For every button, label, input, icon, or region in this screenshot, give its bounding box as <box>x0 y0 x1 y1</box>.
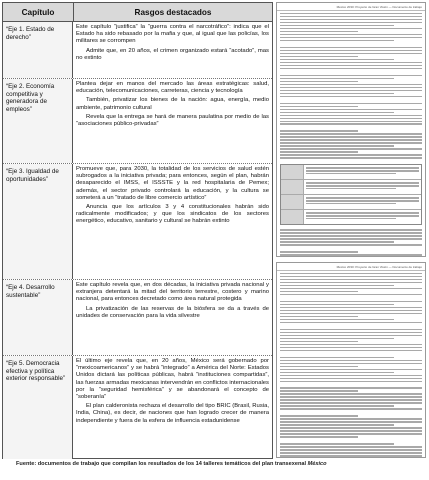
text-line <box>280 154 422 155</box>
text-line <box>280 148 422 149</box>
header-chapter: Capítulo <box>3 3 74 21</box>
text-line <box>280 347 422 348</box>
thumbnail-text-lines <box>277 271 425 458</box>
text-line <box>280 424 394 425</box>
text-line <box>280 387 422 388</box>
text-line <box>280 229 422 230</box>
text-line <box>280 81 358 82</box>
text-line <box>280 34 422 35</box>
feature-paragraph: Anuncia que los artículos 3 y 4 constitucionales habrán sido radicalmente modificados; y que los sindicatos de los sectores energético, educativo, sanitario y cultural se habrán extinto <box>76 204 269 225</box>
text-line <box>280 301 422 302</box>
text-line <box>280 65 422 66</box>
text-line <box>280 443 394 444</box>
text-line <box>280 16 422 17</box>
text-line <box>280 375 422 376</box>
document-thumbnail-bottom <box>276 262 426 458</box>
text-line <box>280 282 422 283</box>
features-cell <box>73 356 272 459</box>
text-line <box>280 338 394 339</box>
feature-paragraph: La privatización de las reservas de la biósfera se da a través de unidades de conservación para la vida silvestre <box>76 305 269 319</box>
text-line <box>280 402 422 403</box>
text-line <box>280 68 422 69</box>
text-line <box>280 291 358 292</box>
text-line <box>280 288 422 289</box>
text-line <box>280 294 422 295</box>
text-line <box>280 307 422 308</box>
text-line <box>280 279 422 280</box>
text-line <box>280 427 422 428</box>
chapter-cell: “Eje 5. Democracia efectiva y política exterior responsable” <box>3 356 73 459</box>
text-line <box>280 316 358 317</box>
text-line <box>280 37 422 38</box>
header-features: Rasgos destacados <box>134 7 212 17</box>
text-line <box>280 133 422 134</box>
text-line <box>280 84 422 85</box>
text-line <box>280 151 358 152</box>
thumbnail-table-row <box>281 165 421 180</box>
table-row <box>3 280 272 356</box>
feature-paragraph: Promueve que, para 2030, la totalidad de los servicios de salud estén subrogados a la iniciativa privada; para entonces, según el plan, habrán desaparecido el IMSS, el ISSSTE y la red hospitalaria de Pemex; además, el sector privado controlará la educación, y la cultura se someterá a un “tratado de libre comercio artístico” <box>76 166 269 201</box>
feature-paragraph: El último eje revela que, en 20 años, México será gobernado por “mexicoamericanos” y se habrá “integrado” a América del Norte: Estados Unidos dictará las políticas públicas, habrá “instituciones compartidas”, las fuerzas armadas mexicanas intervendrán en conflictos internacionales por la “seguridad hemisférica” y se abandonará el concepto de “soberanía” <box>76 358 269 401</box>
text-line <box>280 285 394 286</box>
text-line <box>280 47 422 48</box>
feature-paragraph: Plantea dejar en manos del mercado las áreas estratégicas: salud, educación, telecomunicaciones, carreteras, ciencia y tecnología <box>76 81 269 95</box>
text-line <box>280 393 422 394</box>
text-line <box>280 25 394 26</box>
features-table <box>2 2 273 459</box>
text-line <box>280 59 394 60</box>
thumbnail-table-row <box>281 195 421 210</box>
text-line <box>280 53 422 54</box>
text-line <box>280 93 394 94</box>
text-line <box>280 96 422 97</box>
feature-paragraph: Admite que, en 20 años, el crimen organizado estará “acotado”, mas no extinto <box>76 47 269 61</box>
text-line <box>280 322 422 323</box>
text-line <box>280 433 422 434</box>
text-line <box>280 123 422 124</box>
text-line <box>280 369 422 370</box>
table-header <box>3 3 272 22</box>
text-line <box>280 304 394 305</box>
text-line <box>280 366 358 367</box>
chapter-cell: “Eje 3. Igualdad de oportunidades” <box>3 164 73 279</box>
text-line <box>280 452 422 453</box>
features-cell <box>73 79 272 163</box>
text-line <box>280 449 422 450</box>
text-line <box>280 350 422 351</box>
text-line <box>280 56 358 57</box>
text-line <box>280 421 422 422</box>
text-line <box>280 415 358 416</box>
thumbnail-text-lines <box>277 11 425 162</box>
text-line <box>280 241 394 242</box>
features-cell <box>73 22 272 78</box>
table-row <box>3 356 272 459</box>
text-line <box>280 408 422 409</box>
feature-paragraph: Este capítulo “justifica” la “guerra contra el narcotráfico”: indica que el Estado ha sido rebasado por la mafia y que, al igual que las policías, los militares se corrompen <box>76 24 269 45</box>
text-line <box>280 436 358 437</box>
text-line <box>280 244 422 245</box>
text-line <box>280 40 394 41</box>
feature-paragraph: El plan calderonista rechaza el desarrollo del tipo BRIC (Brasil, Rusia, India, China), es decir, de naciones que han logrado crecer de manera independiente y fuera de la esfera de influencia estadunidense <box>76 403 269 424</box>
text-line <box>280 62 422 63</box>
text-line <box>280 335 422 336</box>
features-cell <box>73 164 272 279</box>
feature-paragraph: Revela que la entrega se hará de manera paulatina por medio de las “asociaciones público-privadas” <box>76 113 269 128</box>
text-line <box>280 313 422 314</box>
chapter-cell: “Eje 1. Estado de derecho” <box>3 22 73 78</box>
text-line <box>280 87 422 88</box>
text-line <box>280 157 422 158</box>
table-row <box>3 22 272 79</box>
thumbnail-table <box>280 164 422 225</box>
text-line <box>280 319 394 320</box>
text-line <box>280 344 422 345</box>
text-line <box>280 112 394 113</box>
chapter-cell: “Eje 4. Desarrollo sustentable” <box>3 280 73 355</box>
text-line <box>280 360 422 361</box>
source-italic: México <box>307 461 327 467</box>
text-line <box>280 145 394 146</box>
text-line <box>280 238 422 239</box>
text-line <box>280 357 394 358</box>
source-caption <box>16 461 426 467</box>
text-line <box>280 310 422 311</box>
text-line <box>280 276 422 277</box>
text-line <box>280 273 422 274</box>
thumbnail-table-row <box>281 210 421 224</box>
text-line <box>280 13 422 14</box>
text-line <box>280 50 422 51</box>
text-line <box>280 254 422 255</box>
text-line <box>280 19 422 20</box>
thumbnail-header: México 2030: Proyecto de Gran Visión — Documento de trabajo <box>277 3 425 11</box>
text-line <box>280 130 358 131</box>
text-line <box>280 232 422 233</box>
text-line <box>280 75 422 76</box>
text-line <box>280 329 422 330</box>
text-line <box>280 142 422 143</box>
text-line <box>280 78 394 79</box>
thumbnail-text-lines <box>277 227 425 257</box>
text-line <box>280 109 422 110</box>
chapter-cell: “Eje 2. Economía competitiva y generadora de empleos” <box>3 79 73 163</box>
text-line <box>280 363 422 364</box>
feature-paragraph: Este capítulo revela que, en dos décadas, la iniciativa privada nacional y extranjera detentará la mitad del territorio terrestre, costero y marino nacional, para entonces decretado como área natural protegida <box>76 282 269 303</box>
features-cell <box>73 280 272 355</box>
text-line <box>280 121 422 122</box>
text-line <box>280 139 422 140</box>
text-line <box>280 446 422 447</box>
text-line <box>280 118 422 119</box>
text-line <box>280 381 422 382</box>
thumbnail-header: México 2030: Proyecto de Gran Visión — Documento de trabajo <box>277 263 425 271</box>
text-line <box>280 405 394 406</box>
text-line <box>280 235 422 236</box>
text-line <box>280 396 422 397</box>
source-text: Fuente: documentos de trabajo que compilan los resultados de los 14 talleres temáticos del plan transexenal <box>16 461 308 467</box>
text-line <box>280 430 422 431</box>
text-line <box>280 332 422 333</box>
text-line <box>280 106 358 107</box>
text-line <box>280 372 394 373</box>
feature-paragraph: También, privatizar los bienes de la nación: agua, energía, medio ambiente, patrimonio cultural <box>76 97 269 111</box>
text-line <box>280 103 422 104</box>
text-line <box>280 390 358 391</box>
text-line <box>280 115 422 116</box>
document-thumbnail-top <box>276 2 426 257</box>
text-line <box>280 341 358 342</box>
text-line <box>280 455 422 456</box>
text-line <box>280 22 422 23</box>
text-line <box>280 90 422 91</box>
text-line <box>280 136 422 137</box>
text-line <box>280 31 358 32</box>
text-line <box>280 28 422 29</box>
text-line <box>280 251 358 252</box>
table-row <box>3 79 272 164</box>
table-row <box>3 164 272 280</box>
text-line <box>280 378 422 379</box>
text-line <box>280 418 422 419</box>
text-line <box>280 399 422 400</box>
thumbnail-table-row <box>281 180 421 195</box>
